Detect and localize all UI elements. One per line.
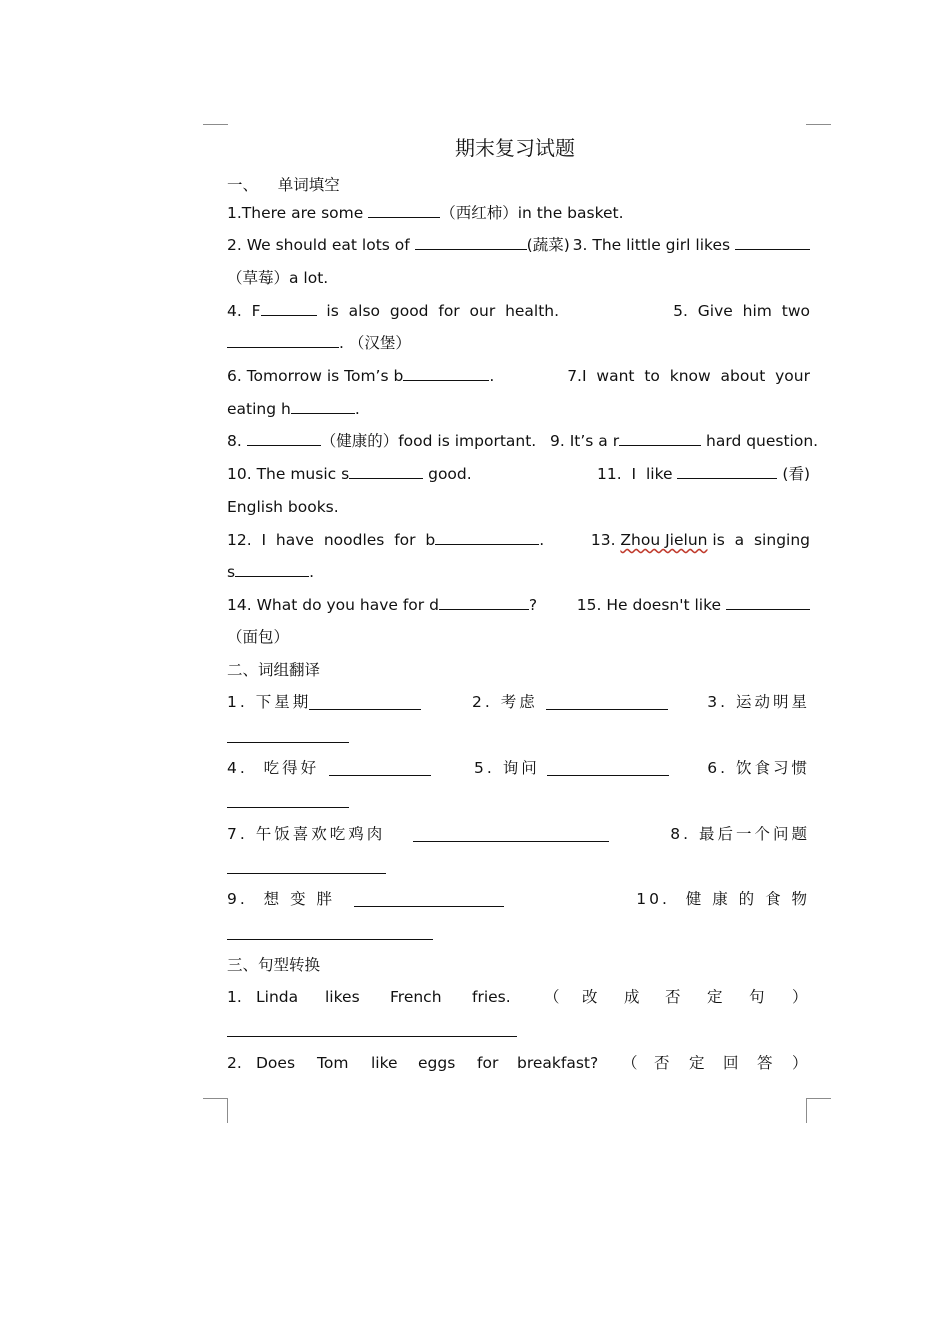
section3-heading: 三、句型转换 — [227, 956, 321, 974]
question-8: 8. （健康的）food is important. — [227, 432, 537, 450]
question-5-cont: . （汉堡） — [227, 333, 411, 353]
answer-blank[interactable] — [726, 595, 810, 610]
answer-line[interactable] — [413, 841, 609, 842]
question-11-cont: English books. — [227, 498, 339, 516]
question-15: 15. He doesn't like — [577, 595, 810, 615]
answer-line[interactable] — [309, 709, 421, 710]
answer-blank[interactable] — [677, 464, 777, 479]
section1-heading: 一、 单词填空 — [227, 176, 340, 194]
phrase-10: 10. 健 康 的 食 物 — [636, 890, 810, 908]
answer-blank[interactable] — [261, 301, 317, 316]
corner-mark-bottom-left-v — [227, 1098, 228, 1123]
corner-mark-top-right — [806, 124, 831, 125]
question-1: 1.There are some （西红柿）in the basket. — [227, 204, 624, 222]
answer-line[interactable] — [354, 906, 504, 907]
phrase-6: 6. 饮食习惯 — [707, 759, 810, 777]
corner-mark-bottom-right-v — [806, 1098, 807, 1123]
corner-mark-bottom-left — [203, 1098, 228, 1099]
answer-line[interactable] — [329, 775, 431, 776]
question-7-cont: eating h . — [227, 400, 360, 418]
phrase-2: 2. 考虑 — [472, 693, 538, 711]
answer-blank[interactable] — [291, 399, 355, 414]
question-10: 10. The music s good. — [227, 465, 472, 483]
corner-mark-bottom-right — [806, 1098, 831, 1099]
phrase-9: 9. 想 变 胖 — [227, 890, 335, 908]
answer-blank[interactable] — [439, 595, 529, 610]
phrase-1: 1. 下星期 — [227, 693, 312, 711]
answer-line[interactable] — [227, 873, 386, 874]
answer-blank[interactable] — [227, 333, 339, 348]
answer-blank[interactable] — [415, 235, 527, 250]
question-14: 14. What do you have for d ? — [227, 596, 538, 614]
question-2: 2. We should eat lots of (蔬菜) — [227, 236, 570, 254]
answer-line[interactable] — [227, 939, 433, 940]
question-3-cont: （草莓）a lot. — [227, 269, 329, 287]
answer-line[interactable] — [546, 709, 668, 710]
question-4: 4. F is also good for our health. — [227, 302, 560, 320]
question-9: 9. It’s a r hard question. — [550, 432, 819, 450]
answer-blank[interactable] — [619, 431, 701, 446]
answer-blank[interactable] — [247, 431, 321, 446]
question-7: 7.I want to know about your — [567, 367, 810, 385]
phrase-5: 5. 询问 — [474, 759, 540, 777]
phrase-3: 3. 运动明星 — [707, 693, 810, 711]
phrase-8: 8. 最后一个问题 — [670, 825, 810, 843]
question-13: 13. Zhou Jielun is a singing — [590, 531, 810, 549]
answer-line[interactable] — [227, 742, 349, 743]
question-5: 5. Give him two — [673, 302, 810, 320]
answer-blank[interactable] — [368, 203, 440, 218]
answer-line[interactable] — [227, 1036, 517, 1037]
answer-line[interactable] — [547, 775, 669, 776]
question-11: 11. I like (看) — [597, 465, 810, 483]
answer-blank[interactable] — [349, 464, 423, 479]
question-15-cont: （面包） — [227, 628, 290, 646]
answer-blank[interactable] — [735, 235, 810, 250]
section2-heading: 二、词组翻译 — [227, 661, 321, 679]
answer-line[interactable] — [227, 807, 349, 808]
answer-blank[interactable] — [235, 562, 309, 577]
question-6: 6. Tomorrow is Tom’s b . — [227, 367, 495, 385]
phrase-4: 4. 吃得好 — [227, 759, 320, 777]
question-12: 12. I have noodles for b . — [227, 531, 545, 549]
answer-blank[interactable] — [403, 366, 489, 381]
question-13-cont: s . — [227, 563, 315, 581]
corner-mark-top-left — [203, 124, 228, 125]
answer-blank[interactable] — [435, 530, 539, 545]
page-title: 期末复习试题 — [455, 136, 575, 160]
question-3: 3. The little girl likes — [573, 235, 810, 255]
phrase-7: 7. 午饭喜欢吃鸡肉 — [227, 825, 386, 843]
